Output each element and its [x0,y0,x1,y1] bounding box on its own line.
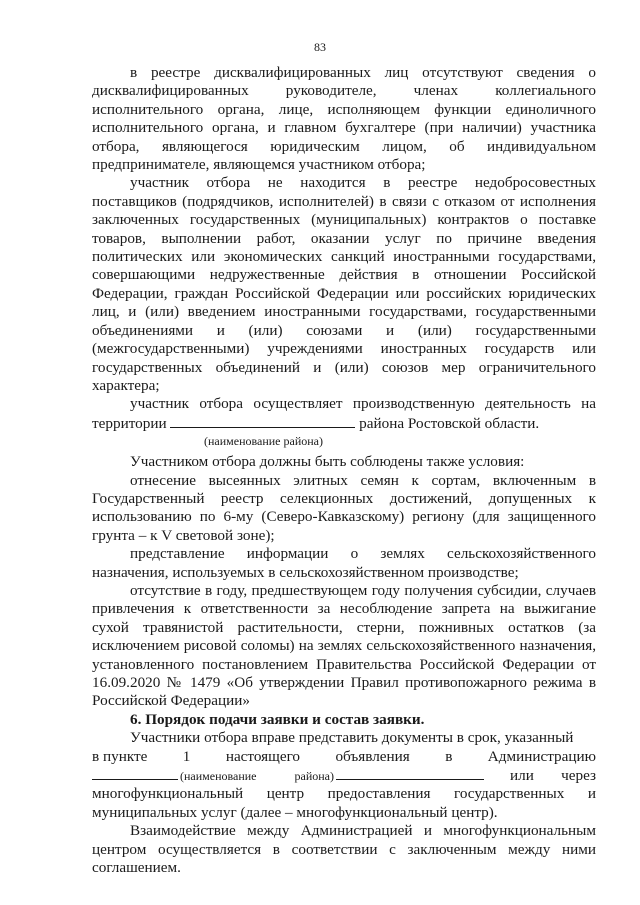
word: через [561,767,596,785]
word: объявления [335,747,410,765]
district-name-caption: (наименование района) [204,434,324,449]
word: 1 [182,747,191,765]
paragraph-interaction: Взаимодействие между Администрацией и многофункциональным центром осуществляется в соответствии с заключенным между ними соглашением. [92,822,596,877]
paragraph-submission-line1: Участники отбора вправе представить документы в срок, указанный [130,729,574,747]
district-blank-long [336,766,484,780]
word: Администрацию [487,747,596,765]
paragraph-disqualified-registry: в реестре дисквалифицированных лиц отсутствуют сведения о дисквалифицированных руководителе, членах коллегиального исполнительного органа, лице, исполняющем функции единоличного исполнительного органа, и главном бухгалтере (при наличии) участника отбора, являющегося юридическим лицом, об индивидуальном предпринимателе, являющемся участником отбора; [92,64,596,174]
page-number: 83 [314,40,326,54]
paragraph-land-information: представление информации о землях сельскохозяйственного назначения, используемых в сельскохозяйственном производстве; [92,545,596,581]
district-caption-a: (наименование [180,769,257,784]
territory-text-before: участник отбора осуществляет производственную деятельность на территории [92,395,596,432]
paragraph-submission-line4 [92,785,596,803]
word: предоставления [327,785,431,803]
word: или [510,767,534,785]
word: центр [266,785,305,803]
paragraph-unscrupulous-suppliers: участник отбора не находится в реестре недобросовестных поставщиков (подрядчиков, исполнителей) в связи с отказом от исполнения заключенных государственных (муниципальных) контрактов о поставке товаров, выполнении работ, оказании услуг по причине введения политических или экономических санкций иностранными государствами, совершающими недружественные действия в отношении Российской Федерации, граждан Российской Федерации или российских юридических лиц, и (или) введением иностранными государствами, государственными объединениями и (или) союзами и (или) государственными (межгосударственными) учреждениями иностранных государств или государственных объединений и (или) союзов мер ограничительного характера; [92,174,596,394]
section-heading: 6. Порядок подачи заявки и состав заявки. [130,710,425,728]
paragraph-production-territory [92,395,596,433]
district-name-blank [170,414,355,428]
word: в пункте [92,747,148,765]
territory-text-after: района Ростовской области. [359,414,540,432]
word: многофункциональный [92,785,244,803]
paragraph-submission-line3 [92,766,596,785]
word: государственных [453,785,565,803]
district-blank-short [92,766,178,780]
paragraph-elite-seeds: отнесение высеянных элитных семян к сортам, включенным в Государственный реестр селекционных достижений, допущенных к использованию по 6-му (Северо-Кавказскому) региону (для защищенного грунта – к V световой зоне); [92,471,596,544]
word: в [445,747,453,765]
paragraph-conditions-intro: Участником отбора должны быть соблюдены также условия: [130,453,525,471]
document-body [92,64,596,877]
paragraph-submission-line5: муниципальных услуг (далее – многофункциональный центр). [92,803,498,821]
word: и [587,785,596,803]
district-caption-b: района) [294,769,335,784]
paragraph-burning-ban: отсутствие в году, предшествующем году получения субсидии, случаев привлечения к ответственности за несоблюдение запрета на выжигание сухой травянистой растительности, стерни, пожнивных остатков (за исключением рисовой соломы) на землях сельскохозяйственного назначения, установленного постановлением Правительства Российской Федерации от 16.09.2020 № 1479 «Об утверждении Правил противопожарного режима в Российской Федерации» [92,581,596,710]
paragraph-submission-line2 [92,748,596,766]
word: настоящего [225,747,301,765]
